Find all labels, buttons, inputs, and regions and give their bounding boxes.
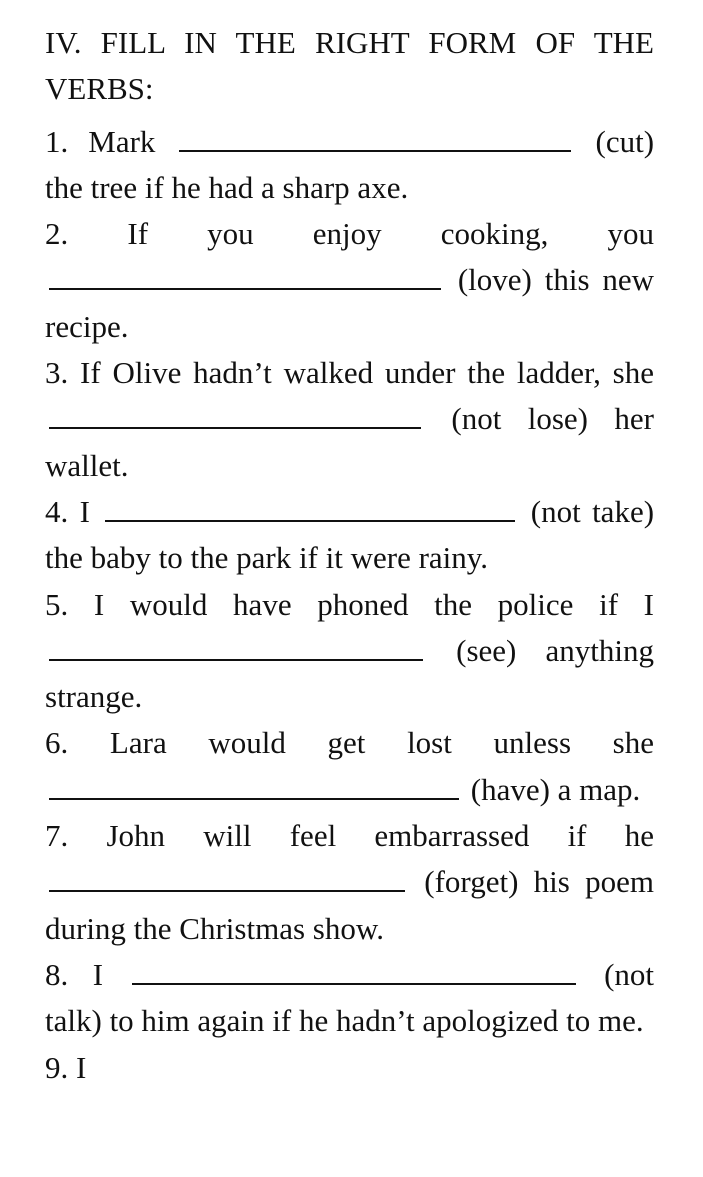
- verb-hint: (cut): [595, 123, 655, 159]
- item-text-after: her wallet.: [45, 401, 655, 483]
- section-title: IV. FILL IN THE RIGHT FORM OF THE VERBS:: [45, 25, 654, 107]
- answer-blank[interactable]: [179, 123, 571, 151]
- item-text-before: I would have phoned the police if I: [93, 586, 655, 622]
- item-number: 6.: [45, 725, 69, 761]
- item-text-before: I: [79, 493, 90, 529]
- exercise-item-1: [45, 119, 654, 212]
- item-text-after: this new recipe.: [45, 262, 654, 344]
- item-text-before: If you enjoy cooking, you: [127, 216, 655, 252]
- item-number: 5.: [45, 586, 69, 622]
- item-number: 1.: [45, 123, 69, 159]
- exercise-item-9: [45, 1045, 654, 1091]
- exercise-item-8: [45, 952, 654, 1045]
- item-number: 8.: [45, 956, 69, 992]
- exercise-item-5: [45, 582, 654, 721]
- exercise-item-2: [45, 211, 654, 350]
- item-text-after: to him again if he hadn’t apologized to me.: [109, 1003, 644, 1039]
- worksheet: [45, 20, 654, 1091]
- item-text-after: the baby to the park if it were rainy.: [45, 540, 489, 576]
- verb-hint: (have): [470, 771, 550, 807]
- answer-blank[interactable]: [105, 494, 515, 522]
- verb-hint: (see): [456, 632, 517, 668]
- item-text-after: a map.: [557, 771, 641, 807]
- item-number: 4.: [45, 493, 69, 529]
- exercise-item-3: [45, 350, 654, 489]
- answer-blank[interactable]: [49, 401, 421, 429]
- answer-blank[interactable]: [49, 771, 459, 799]
- verb-hint: (not take): [530, 493, 655, 529]
- item-text-before: I: [92, 956, 104, 992]
- item-number: 3.: [45, 355, 69, 391]
- exercise-item-6: [45, 720, 654, 813]
- item-text-before: If Olive hadn’t walked under the ladder, she: [80, 355, 654, 391]
- item-text-after: anything strange.: [45, 632, 655, 715]
- answer-blank[interactable]: [132, 957, 576, 985]
- verb-hint: (forget): [424, 864, 519, 900]
- item-number: 7.: [45, 818, 69, 854]
- answer-blank[interactable]: [49, 864, 405, 892]
- exercise-item-4: [45, 489, 654, 582]
- item-text-before: John will feel embarrassed if he: [106, 818, 654, 854]
- answer-blank[interactable]: [49, 633, 423, 661]
- item-text-before: Mark: [88, 123, 156, 159]
- answer-blank[interactable]: [49, 262, 441, 290]
- item-text-after: the tree if he had a sharp axe.: [45, 169, 409, 205]
- verb-hint: (not lose): [451, 401, 589, 437]
- item-text-before: I: [76, 1049, 87, 1085]
- verb-hint: (not talk): [45, 956, 655, 1039]
- item-text-before: Lara would get lost unless she: [109, 725, 655, 761]
- item-text-after: his poem during the Christmas show.: [45, 864, 654, 946]
- item-number: 9.: [45, 1049, 69, 1085]
- item-number: 2.: [45, 216, 69, 252]
- exercise-item-7: [45, 813, 654, 952]
- verb-hint: (love): [457, 262, 532, 298]
